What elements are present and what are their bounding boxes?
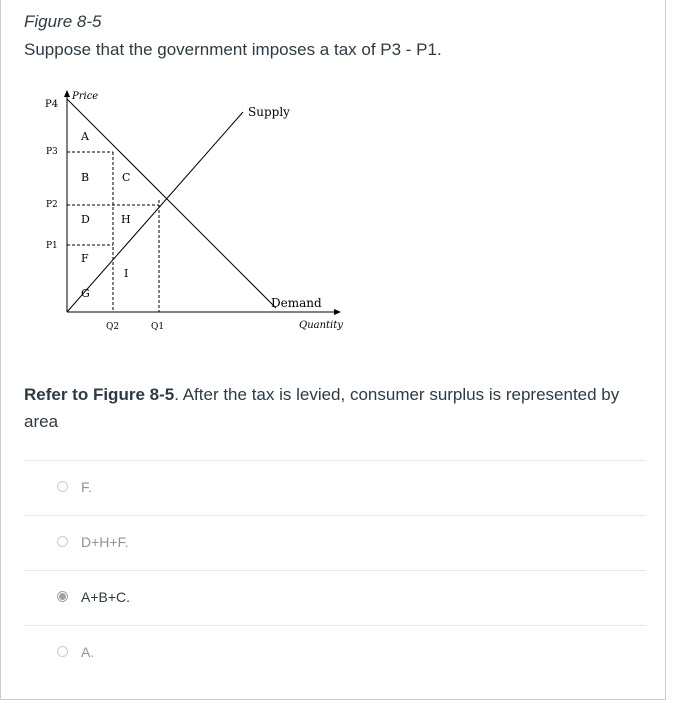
question-text [24, 381, 644, 435]
radio-button[interactable] [57, 481, 68, 492]
answer-label: D+H+F. [81, 534, 129, 550]
radio-button[interactable] [57, 536, 68, 547]
area-label-b: B [81, 171, 90, 184]
answer-label: A. [81, 644, 95, 660]
price-label-p2: P2 [46, 200, 58, 210]
price-label-p1: P1 [46, 241, 58, 251]
answer-option-4[interactable] [24, 625, 646, 680]
quantity-label-q1: Q1 [151, 322, 165, 332]
x-axis-arrow [334, 309, 341, 315]
answer-list [24, 460, 646, 680]
answer-label: A+B+C. [81, 589, 131, 605]
question-body: . After the tax is levied, consumer surplus is represented by area [24, 385, 620, 431]
supply-curve [67, 112, 243, 312]
price-label-p4: P4 [45, 99, 59, 110]
y-axis-label: Price [72, 91, 99, 102]
supply-label: Supply [248, 105, 290, 119]
answer-option-2[interactable] [24, 515, 646, 570]
area-label-a: A [81, 130, 89, 143]
figure-subtitle: Suppose that the government imposes a tax of P3 - P1. [24, 40, 442, 59]
radio-button[interactable] [57, 646, 68, 657]
demand-label: Demand [271, 296, 322, 310]
area-label-c: C [122, 171, 131, 184]
figure-reference: Refer to Figure 8-5 [24, 385, 175, 404]
area-label-d: D [81, 213, 90, 226]
area-label-i: I [124, 267, 129, 280]
area-label-h: H [121, 213, 131, 226]
radio-button-selected[interactable] [57, 591, 68, 602]
price-label-p3: P3 [46, 147, 58, 157]
quantity-label-q2: Q2 [106, 322, 120, 332]
supply-demand-graph [31, 85, 351, 340]
figure-title: Figure 8-5 [24, 12, 102, 31]
area-label-f: F [81, 252, 89, 265]
area-label-g: G [81, 287, 90, 300]
answer-option-1[interactable] [24, 460, 646, 515]
y-axis-arrow [64, 90, 70, 97]
answer-option-3[interactable] [24, 570, 646, 625]
x-axis-label: Quantity [299, 320, 343, 331]
answer-label: F. [81, 479, 92, 495]
